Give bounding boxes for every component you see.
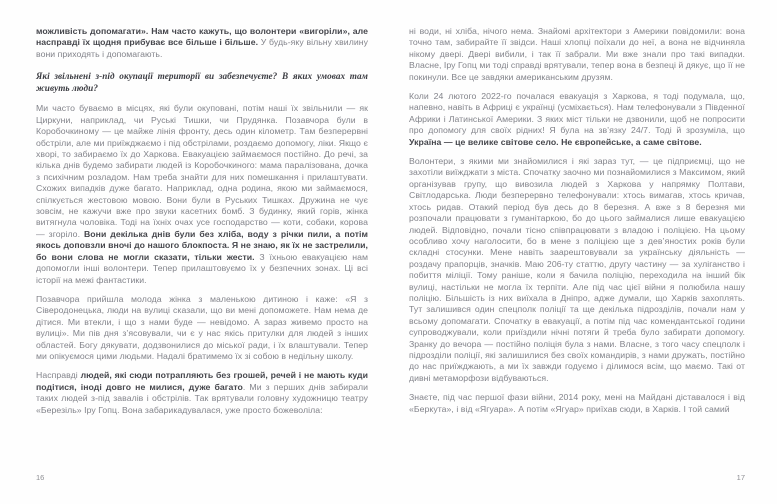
paragraph-text: У будь-яку вільну хвилину вони приходять і допомагають. (36, 37, 368, 59)
paragraph (409, 392, 745, 415)
paragraph-text: . Ми з перших днів забирали таких людей з-під завалів і обстрілів. Так врятували головну художницю театру «Березіль» Іру Гопц. Вона забарикадувалася, уже просто божеволіла: (36, 381, 368, 415)
paragraph (409, 156, 745, 384)
paragraph-text-bold: можливість допомагати». Нам часто кажуть, що волонтери «вигоріли», але насправді їх щодня прибуває все більше і більше. (36, 26, 368, 48)
paragraph (36, 103, 368, 286)
paragraph-text: Знаєте, під час першої фази війни, 2014 року, мені на Майдані діставалося і від «Беркута», і від «Ягуара». А потім «Ягуар» приїхав сюди, в Харків. І той самий (409, 392, 745, 414)
left-page-text-column (36, 26, 368, 424)
right-page-text-column (409, 26, 745, 423)
paragraph-text-bold: Вони декілька днів були без хліба, воду з річки пили, а потім якось доповзли вночі до нашого блокпоста. Я не знаю, як їх не застрелили, бо вони слова не могли сказати, тільки жести. (36, 228, 369, 262)
paragraph (36, 294, 368, 362)
page-number-left: 16 (36, 473, 45, 482)
paragraph (409, 26, 745, 83)
paragraph-text-bold: людей, які сюди потрапляють без грошей, речей і не мають куди подітися, іноді довго не милися, дуже багато (36, 370, 369, 392)
paragraph-text: Позавчора прийшла молода жінка з маленькою дитиною і каже: «Я з Сіверодонецька, люди на вулиці сказали, що ви мені допоможете. Нам нема де дітися. Ми втекли, і що з нами буде — невідомо. А зараз живемо просто на вулиці». Ми пів дня з’ясовували, чи є у нас якісь притулки для людей з інших областей. Богу дякувати, додзвонилися до міської ради, і їх влаштували. Тепер ми опікуємося цими людьми. Надалі братимемо їх зі собою в недільну школу. (36, 293, 368, 361)
page-number-right: 17 (736, 473, 745, 482)
paragraph-text: Коли 24 лютого 2022-го почалася евакуація з Харкова, я тоді подумала, що, напевно, навіть в Африці є українці (усміхається). Нам телефонували з Південної Африки і Латинської Америки. З яких міст тільки не дзвонили, щоб не попросити про допомогу для своїх рідних! Я була на зв’язку 24/7. Тоді й зрозуміла, що (409, 91, 745, 136)
interview-question-heading: Які звільнені з-під окупації території ви забезпечуєте? В яких умовах там живуть люди? (36, 71, 368, 93)
paragraph-text: Волонтери, з якими ми знайомилися і які зараз тут, — це підприємці, що не захотіли виїжджати з міста. Спочатку заочно ми познайомилися з Максимом, який організував групу, що вивозила людей з Харкова у напрямку Полтави, Світлодарська. Люди безперервно телефонували: хтось вимагав, хтось кричав, хтось ридав. Отакий період був десь до 8 березня. А вже з 8 березня ми розпочали працювати з гуманітаркою, бо до цього займалися лише евакуацією людей. Відповідно, почали тісно співпрацювати з владою і поліцією. На цьому особливо хочу наголосити, бо в мене з поліцією ще з дев’яностих років були складні стосунки. Мене навіть заарештовували за українську діяльність — роздачу прапорців, значків. Маю 206-ту статтю, другу частину — за хуліганство і побиття міліції. Тому раніше, коли я бачила поліцію, переходила на інший бік вулиці, настільки не могла їх терпіти. Але під час цієї війни я полюбила нашу поліцію. Більшість із них виїхала в Дніпро, адже думали, що Харків захоплять. Тут залишився один спецполк поліції та ще декілька підрозділів, почали нам у всьому допомагати. Спочатку в евакуації, а потім під час комендантської години супроводжували, коли приїздили нічні потяги й треба було забирати допомогу. Зранку до вечора — постійно поліція була з нами. Власне, з того часу спецполк і підрозділи поліції, які залишилися без своїх командирів, з нами дружать, постійно до нас приїжджають, а ми їх завжди годуємо і ділимося всім, що маємо. Такі от дивні метаморфози відбуваються. (409, 156, 745, 383)
paragraph (409, 91, 745, 148)
paragraph (36, 26, 368, 60)
paragraph-text: Насправді (36, 370, 81, 381)
paragraph-text: З їхньою евакуацією нам допомогли інші волонтери. Тепер прилаштовуємо їх у безпечних зонах. Ці всі історії на межі фантастики. (36, 251, 368, 285)
paragraph (36, 370, 368, 416)
paragraph-text: Ми часто буваємо в місцях, які були окуповані, потім наші їх звільнили — як Циркуни, наприклад, чи Руські Тишки, чи Прудянка. Позавчора були в Коробочкиному — це майже лінія фронту, десь один кілометр. Там безперервні обстріли, але ми приїжджаємо і під обстрілами, роздаємо допомогу, ліки. Якщо є хворі, то забираємо їх до Харкова. Евакуацією займаємося постійно. До речі, за кілька днів будемо забирати людей із Коробочкиного: мама паралізована, дочка з психічним розладом. Нам треба знайти для них помешкання і прилаштувати. Схожих випадків дуже багато. Наприклад, одна родина, якою ми займаємося, спілкується жестовою мовою. Вони були в Руських Тишках. Дружина не чує зовсім, не кажучи вже про звуки касетних бомб. З будинку, який горів, жінка витягнула чоловіка. Тоді на їхніх очах усе господарство — коти, собаки, корова — згоріло. (36, 103, 368, 239)
paragraph-text: ні води, ні хліба, нічого нема. Знайомі архітектори з Америки повідомили: вона точно там, забирайте її звідси. Наші хлопці поїхали до неї, а вона не відчиняла нікому двері. Двері вибили, і так її забрали. Ми вже знали про такі випадки. Власне, Іру Гопц ми тоді справді врятували, тепер вона в безпеці й дякує, що її не покинули. Все це завдяки американським друзям. (409, 26, 745, 82)
paragraph-text-bold: Україна — це велике світове село. Не європейське, а саме світове. (409, 136, 702, 147)
